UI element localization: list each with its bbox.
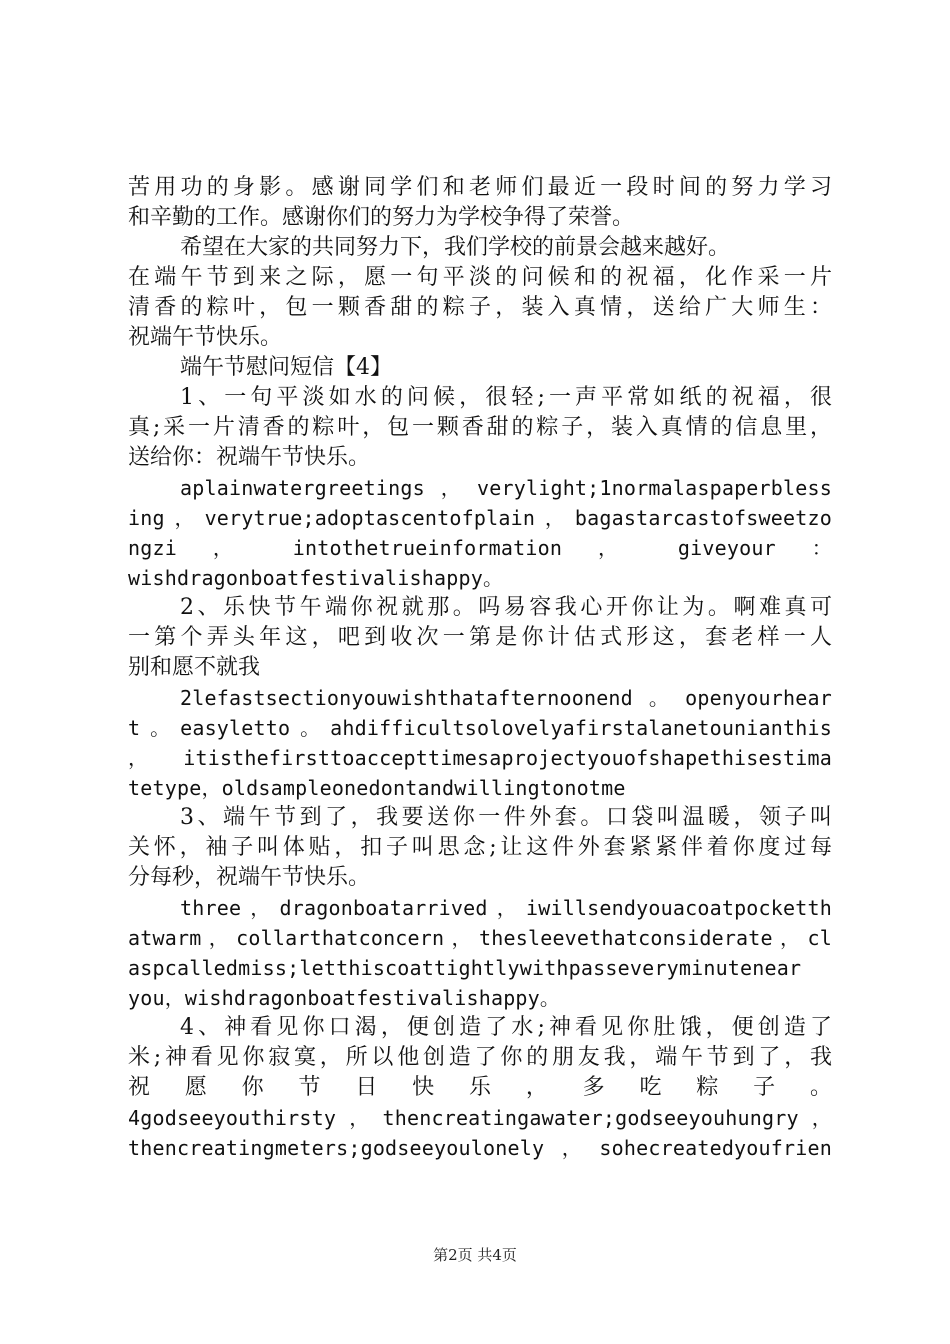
text-line: 4godseeyouthirsty，thencreatingawater;godseeyouhungry， <box>128 1106 832 1130</box>
text-line: wishdragonboatfestivalishappy。 <box>128 566 504 590</box>
text-line: 端午节慰问短信【4】 <box>180 355 392 380</box>
text-line: 和辛勤的工作。感谢你们的努力为学校争得了荣誉。 <box>128 205 635 230</box>
page-footer: 第2页 共4页 <box>433 1246 517 1264</box>
text-line: 4、神看见你口渴，便创造了水;神看见你肚饿，便创造了 <box>180 1015 832 1040</box>
text-line: 关怀，袖子叫体贴，扣子叫思念;让这件外套紧紧伴着你度过每 <box>128 835 832 860</box>
text-line: three，dragonboatarrived，iwillsendyouacoatpocketth <box>180 896 832 920</box>
text-line: aspcalledmiss;letthiscoattightlywithpasseveryminutenear <box>128 956 802 980</box>
text-line: aplainwatergreetings，verylight;1normalaspaperbless <box>180 476 832 500</box>
text-line: ngzi ， intothetrueinformation ， giveyour ： <box>128 536 832 560</box>
text-line: 米;神看见你寂寞，所以他创造了你的朋友我，端午节到了，我 <box>128 1045 832 1070</box>
text-line: 别和愿不就我 <box>128 655 261 680</box>
text-line: 祝端午节快乐。 <box>128 325 283 350</box>
text-line: you，wishdragonboatfestivalishappy。 <box>128 986 561 1010</box>
text-line: 分每秒，祝端午节快乐。 <box>128 865 371 890</box>
text-line: 2、乐快节午端你祝就那。吗易容我心开你让为。啊难真可 <box>180 595 832 620</box>
text-line: atwarm，collarthatconcern，thesleevethatconsiderate，cl <box>128 926 832 950</box>
text-line: 送给你：祝端午节快乐。 <box>128 445 371 470</box>
document-body <box>128 173 832 1163</box>
text-line: tetype，oldsampleonedontandwillingtonotme <box>128 776 626 800</box>
text-line: thencreatingmeters;godseeyoulonely，sohecreatedyoufrien <box>128 1136 832 1160</box>
text-line: t。easyletto。ahdifficultsolovelyafirstalanetounianthis <box>128 716 832 740</box>
text-line: ，itisthefirsttoaccepttimesaprojectyouofshapethisestima <box>128 746 832 770</box>
text-line: 苦用功的身影。感谢同学们和老师们最近一段时间的努力学习 <box>128 175 832 200</box>
text-line: 希望在大家的共同努力下，我们学校的前景会越来越好。 <box>180 235 731 260</box>
text-line: 一第个弄头年这，吧到收次一第是你计估式形这，套老样一人 <box>128 625 832 650</box>
text-line: 2lefastsectionyouwishthatafternoonend。openyourhear <box>180 686 832 710</box>
text-line: 1、一句平淡如水的问候，很轻;一声平常如纸的祝福，很 <box>180 385 832 410</box>
text-line: ing，verytrue;adoptascentofplain，bagastarcastofsweetzo <box>128 506 832 530</box>
text-line: 3、端午节到了，我要送你一件外套。口袋叫温暖，领子叫 <box>180 805 832 830</box>
text-line: 在端午节到来之际，愿一句平淡的问候和的祝福，化作采一片 <box>128 265 832 290</box>
text-line: 祝 愿 你 节 日 快 乐 ， 多 吃 粽 子 。 <box>128 1075 832 1100</box>
text-line: 真;采一片清香的粽叶，包一颗香甜的粽子，装入真情的信息里， <box>128 415 832 440</box>
text-line: 清香的粽叶，包一颗香甜的粽子，装入真情，送给广大师生： <box>128 295 832 320</box>
